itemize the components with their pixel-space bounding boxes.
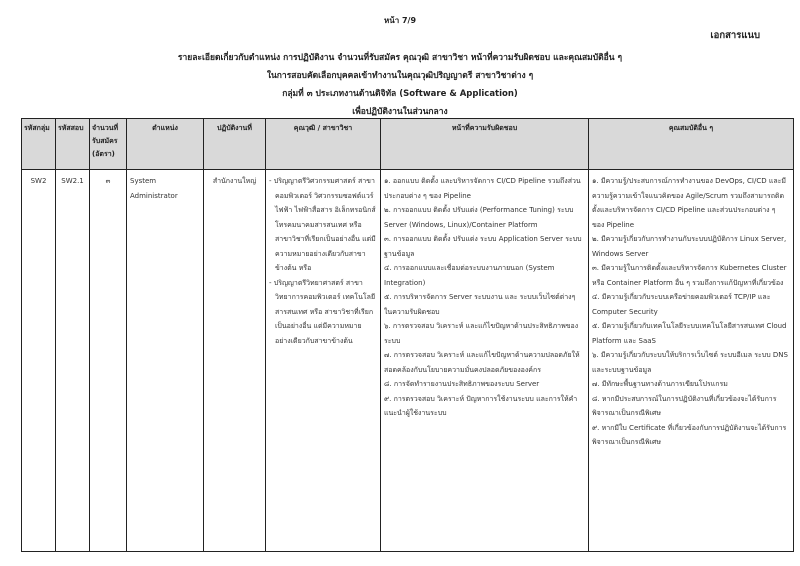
attachment-label: เอกสารแนบ xyxy=(710,30,760,41)
col-header-qualifications: คุณวุฒิ / สาขาวิชา xyxy=(266,119,381,170)
exam-code-cell: SW2.1 xyxy=(56,170,90,552)
other-qualification-item: ๓. มีความรู้ในการติดตั้งและบริหารจัดการ Kubernetes Cluster หรือ Container Platform อื่น ๆ รวมถึงการแก้ปัญหาที่เกี่ยวข้อง xyxy=(592,264,787,287)
other-qualification-item: ๘. หากมีประสบการณ์ในการปฏิบัติงานที่เกี่ยวข้องจะได้รับการพิจารณาเป็นกรณีพิเศษ xyxy=(592,394,777,417)
position-cell: System Administrator xyxy=(127,170,204,552)
positions-table xyxy=(21,118,794,552)
col-header-exam-code: รหัสสอบ xyxy=(56,119,90,170)
responsibility-item: ๔. การออกแบบและเชื่อมต่อระบบงานภายนอก (System Integration) xyxy=(384,264,555,287)
other-qualifications-list xyxy=(592,174,790,450)
qualification-item: - ปริญญาตรีวิทยาศาสตร์ สาขาวิทยาการคอมพิวเตอร์ เทคโนโลยีสารสนเทศ หรือ สาขาวิชาที่เรียกเป็นอย่างอื่น แต่มีความหมายอย่างเดียวกับสาขาข้างต้น xyxy=(269,278,376,345)
table-row xyxy=(22,170,794,552)
col-header-group-code: รหัสกลุ่ม xyxy=(22,119,56,170)
page-number: หน้า 7/9 xyxy=(383,16,417,25)
other-qualification-item: ๕. มีความรู้เกี่ยวกับเทคโนโลยีระบบเทคโนโลยีสารสนเทศ Cloud Platform และ SaaS xyxy=(592,322,787,345)
qualifications-cell xyxy=(266,170,381,552)
qualifications-list xyxy=(269,174,377,348)
responsibility-item: ๖. การตรวจสอบ วิเคราะห์ และแก้ไขปัญหาด้านประสิทธิภาพของระบบ xyxy=(384,322,579,345)
responsibility-item: ๓. การออกแบบ ติดตั้ง ปรับแต่ง ระบบ Application Server ระบบฐานข้อมูล xyxy=(384,235,582,258)
document-title-line-4: เพื่อปฏิบัติงานในส่วนกลาง xyxy=(352,107,448,117)
col-header-work-location: ปฏิบัติงานที่ xyxy=(204,119,266,170)
work-location-cell: สำนักงานใหญ่ xyxy=(204,170,266,552)
qualification-item: - ปริญญาตรีวิศวกรรมศาสตร์ สาขาคอมพิวเตอร์ วิศวกรรมซอฟต์แวร์ ไฟฟ้า ไฟฟ้าสื่อสาร อิเล็กทรอนิกส์ โทรคมนาคมสารสนเทศ หรือ สาขาวิชาที่เรียกเป็นอย่างอื่น แต่มีความหมายอย่างเดียวกับสาขาข้างต้น หรือ xyxy=(269,177,376,272)
document-title-line-3: กลุ่มที่ ๓ ประเภทงานด้านดิจิทัล (Software & Application) xyxy=(282,89,518,99)
responsibility-item: ๗. การตรวจสอบ วิเคราะห์ และแก้ไขปัญหาด้านความปลอดภัยให้สอดคล้องกับนโยบายความมั่นคงปลอดภัยขององค์กร xyxy=(384,351,580,374)
group-code-cell: SW2 xyxy=(22,170,56,552)
responsibility-item: ๒. การออกแบบ ติดตั้ง ปรับแต่ง (Performance Tuning) ระบบ Server (Windows, Linux)/Container Platform xyxy=(384,206,574,229)
col-header-positions-count: จำนวนที่รับสมัคร (อัตรา) xyxy=(90,119,127,170)
table-header-row xyxy=(22,119,794,170)
responsibility-item: ๙. การตรวจสอบ วิเคราะห์ ปัญหาการใช้งานระบบ และการให้คำแนะนำผู้ใช้งานระบบ xyxy=(384,394,578,417)
other-qualification-item: ๔. มีความรู้เกี่ยวกับระบบเครือข่ายคอมพิวเตอร์ TCP/IP และ Computer Security xyxy=(592,293,771,316)
document-title-line-2: ในการสอบคัดเลือกบุคคลเข้าทำงานในคุณวุฒิปริญญาตรี สาขาวิชาต่าง ๆ xyxy=(266,71,534,81)
positions-count-cell: ๓ xyxy=(90,170,127,552)
responsibilities-list xyxy=(384,174,585,421)
col-header-position: ตำแหน่ง xyxy=(127,119,204,170)
document-title-line-1: รายละเอียดเกี่ยวกับตำแหน่ง การปฏิบัติงาน จำนวนที่รับสมัคร คุณวุฒิ สาขาวิชา หน้าที่ความรับผิดชอบ และคุณสมบัติอื่น ๆ xyxy=(177,53,623,63)
other-qualification-item: ๗. มีทักษะพื้นฐานทางด้านการเขียนโปรแกรม xyxy=(592,380,728,388)
other-qualification-item: ๖. มีความรู้เกี่ยวกับระบบให้บริการเว็บไซต์ ระบบอีเมล ระบบ DNS และระบบฐานข้อมูล xyxy=(592,351,788,374)
responsibility-item: ๘. การจัดทำรายงานประสิทธิภาพของระบบ Server xyxy=(384,380,540,388)
col-header-responsibilities: หน้าที่ความรับผิดชอบ xyxy=(381,119,589,170)
other-qualification-item: ๙. หากมีใบ Certificate ที่เกี่ยวข้องกับการปฏิบัติงานจะได้รับการพิจารณาเป็นกรณีพิเศษ xyxy=(592,423,787,446)
col-header-other-qualifications: คุณสมบัติอื่น ๆ xyxy=(589,119,794,170)
responsibility-item: ๑. ออกแบบ ติดตั้ง และบริหารจัดการ CI/CD Pipeline รวมถึงส่วนประกอบต่าง ๆ ของ Pipeline xyxy=(384,177,581,200)
other-qualification-item: ๑. มีความรู้/ประสบการณ์การทำงานของ DevOps, CI/CD และมีความรู้ความเข้าใจแนวคิดของ Agile/Scrum รวมถึงสามารถติดตั้งและบริหารจัดการ CI/CD Pipeline และส่วนประกอบต่าง ๆ ของ Pipeline xyxy=(592,177,787,229)
responsibility-item: ๕. การบริหารจัดการ Server ระบบงาน และ ระบบเว็บไซต์ต่างๆ ในความรับผิดชอบ xyxy=(384,293,576,316)
other-qualification-item: ๒. มีความรู้เกี่ยวกับการทำงานกับระบบปฏิบัติการ Linux Server, Windows Server xyxy=(592,235,787,258)
other-qualifications-cell xyxy=(589,170,794,552)
responsibilities-cell xyxy=(381,170,589,552)
